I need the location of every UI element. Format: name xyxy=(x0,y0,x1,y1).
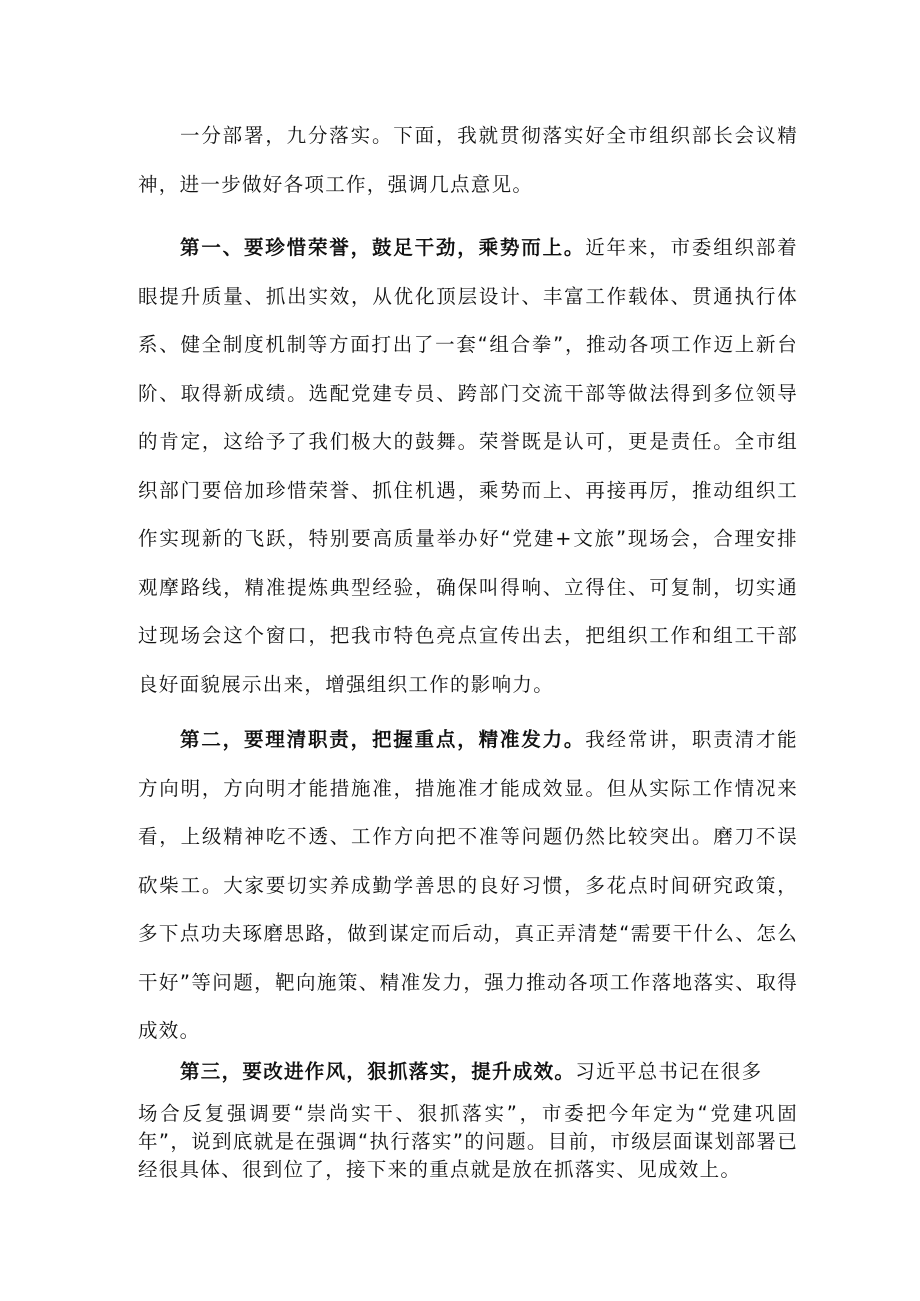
paragraph-body: 习近平总书记在很多 xyxy=(575,1060,763,1083)
paragraph-lead: 第三，要改进作风，狠抓落实，提升成效。 xyxy=(180,1060,576,1083)
paragraph-point-two xyxy=(138,716,798,1056)
paragraph-intro xyxy=(138,112,798,209)
paragraph-body: 一分部署，九分落实。下面，我就贯彻落实好全市组织部长会议精神，进一步做好各项工作，强调几点意见。 xyxy=(138,124,798,196)
paragraph-lead: 第一、要珍惜荣誉，鼓足干劲，乘势而上。 xyxy=(180,236,586,259)
paragraph-lead: 第二，要理清职责，把握重点，精准发力。 xyxy=(180,728,586,751)
paragraph-point-three xyxy=(138,1048,798,1097)
paragraph-body: 近年来，市委组织部着眼提升质量、抓出实效，从优化顶层设计、丰富工作载体、贯通执行体系、健全制度机制等方面打出了一套“组合拳”，推动各项工作迈上新台阶、取得新成绩。选配党建专员、跨部门交流干部等做法得到多位领导的肯定，这给予了我们极大的鼓舞。荣誉既是认可，更是责任。全市组织部门要倍加珍惜荣誉、抓住机遇，乘势而上、再接再厉，推动组织工作实现新的飞跃，特别要高质量举办好“党建+文旅”现场会，合理安排观摩路线，精准提炼典型经验，确保叫得响、立得住、可复制，切实通过现场会这个窗口，把我市特色亮点宣传出去，把组织工作和组工干部良好面貌展示出来，增强组织工作的影响力。 xyxy=(138,236,798,696)
paragraph-point-one xyxy=(138,224,798,709)
paragraph-point-three-continued xyxy=(138,1100,798,1184)
paragraph-body: 场合反复强调要“崇尚实干、狠抓落实”，市委把今年定为“党建巩固年”，说到底就是在强调“执行落实”的问题。目前，市级层面谋划部署已经很具体、很到位了，接下来的重点就是放在抓落实、见成效上。 xyxy=(138,1102,798,1181)
paragraph-body: 我经常讲，职责清才能方向明，方向明才能措施准，措施准才能成效显。但从实际工作情况来看，上级精神吃不透、工作方向把不准等问题仍然比较突出。磨刀不误砍柴工。大家要切实养成勤学善思的良好习惯，多花点时间研究政策，多下点功夫琢磨思路，做到谋定而后动，真正弄清楚“需要干什么、怎么干好”等问题，靶向施策、精准发力，强力推动各项工作落地落实、取得成效。 xyxy=(138,728,798,1042)
